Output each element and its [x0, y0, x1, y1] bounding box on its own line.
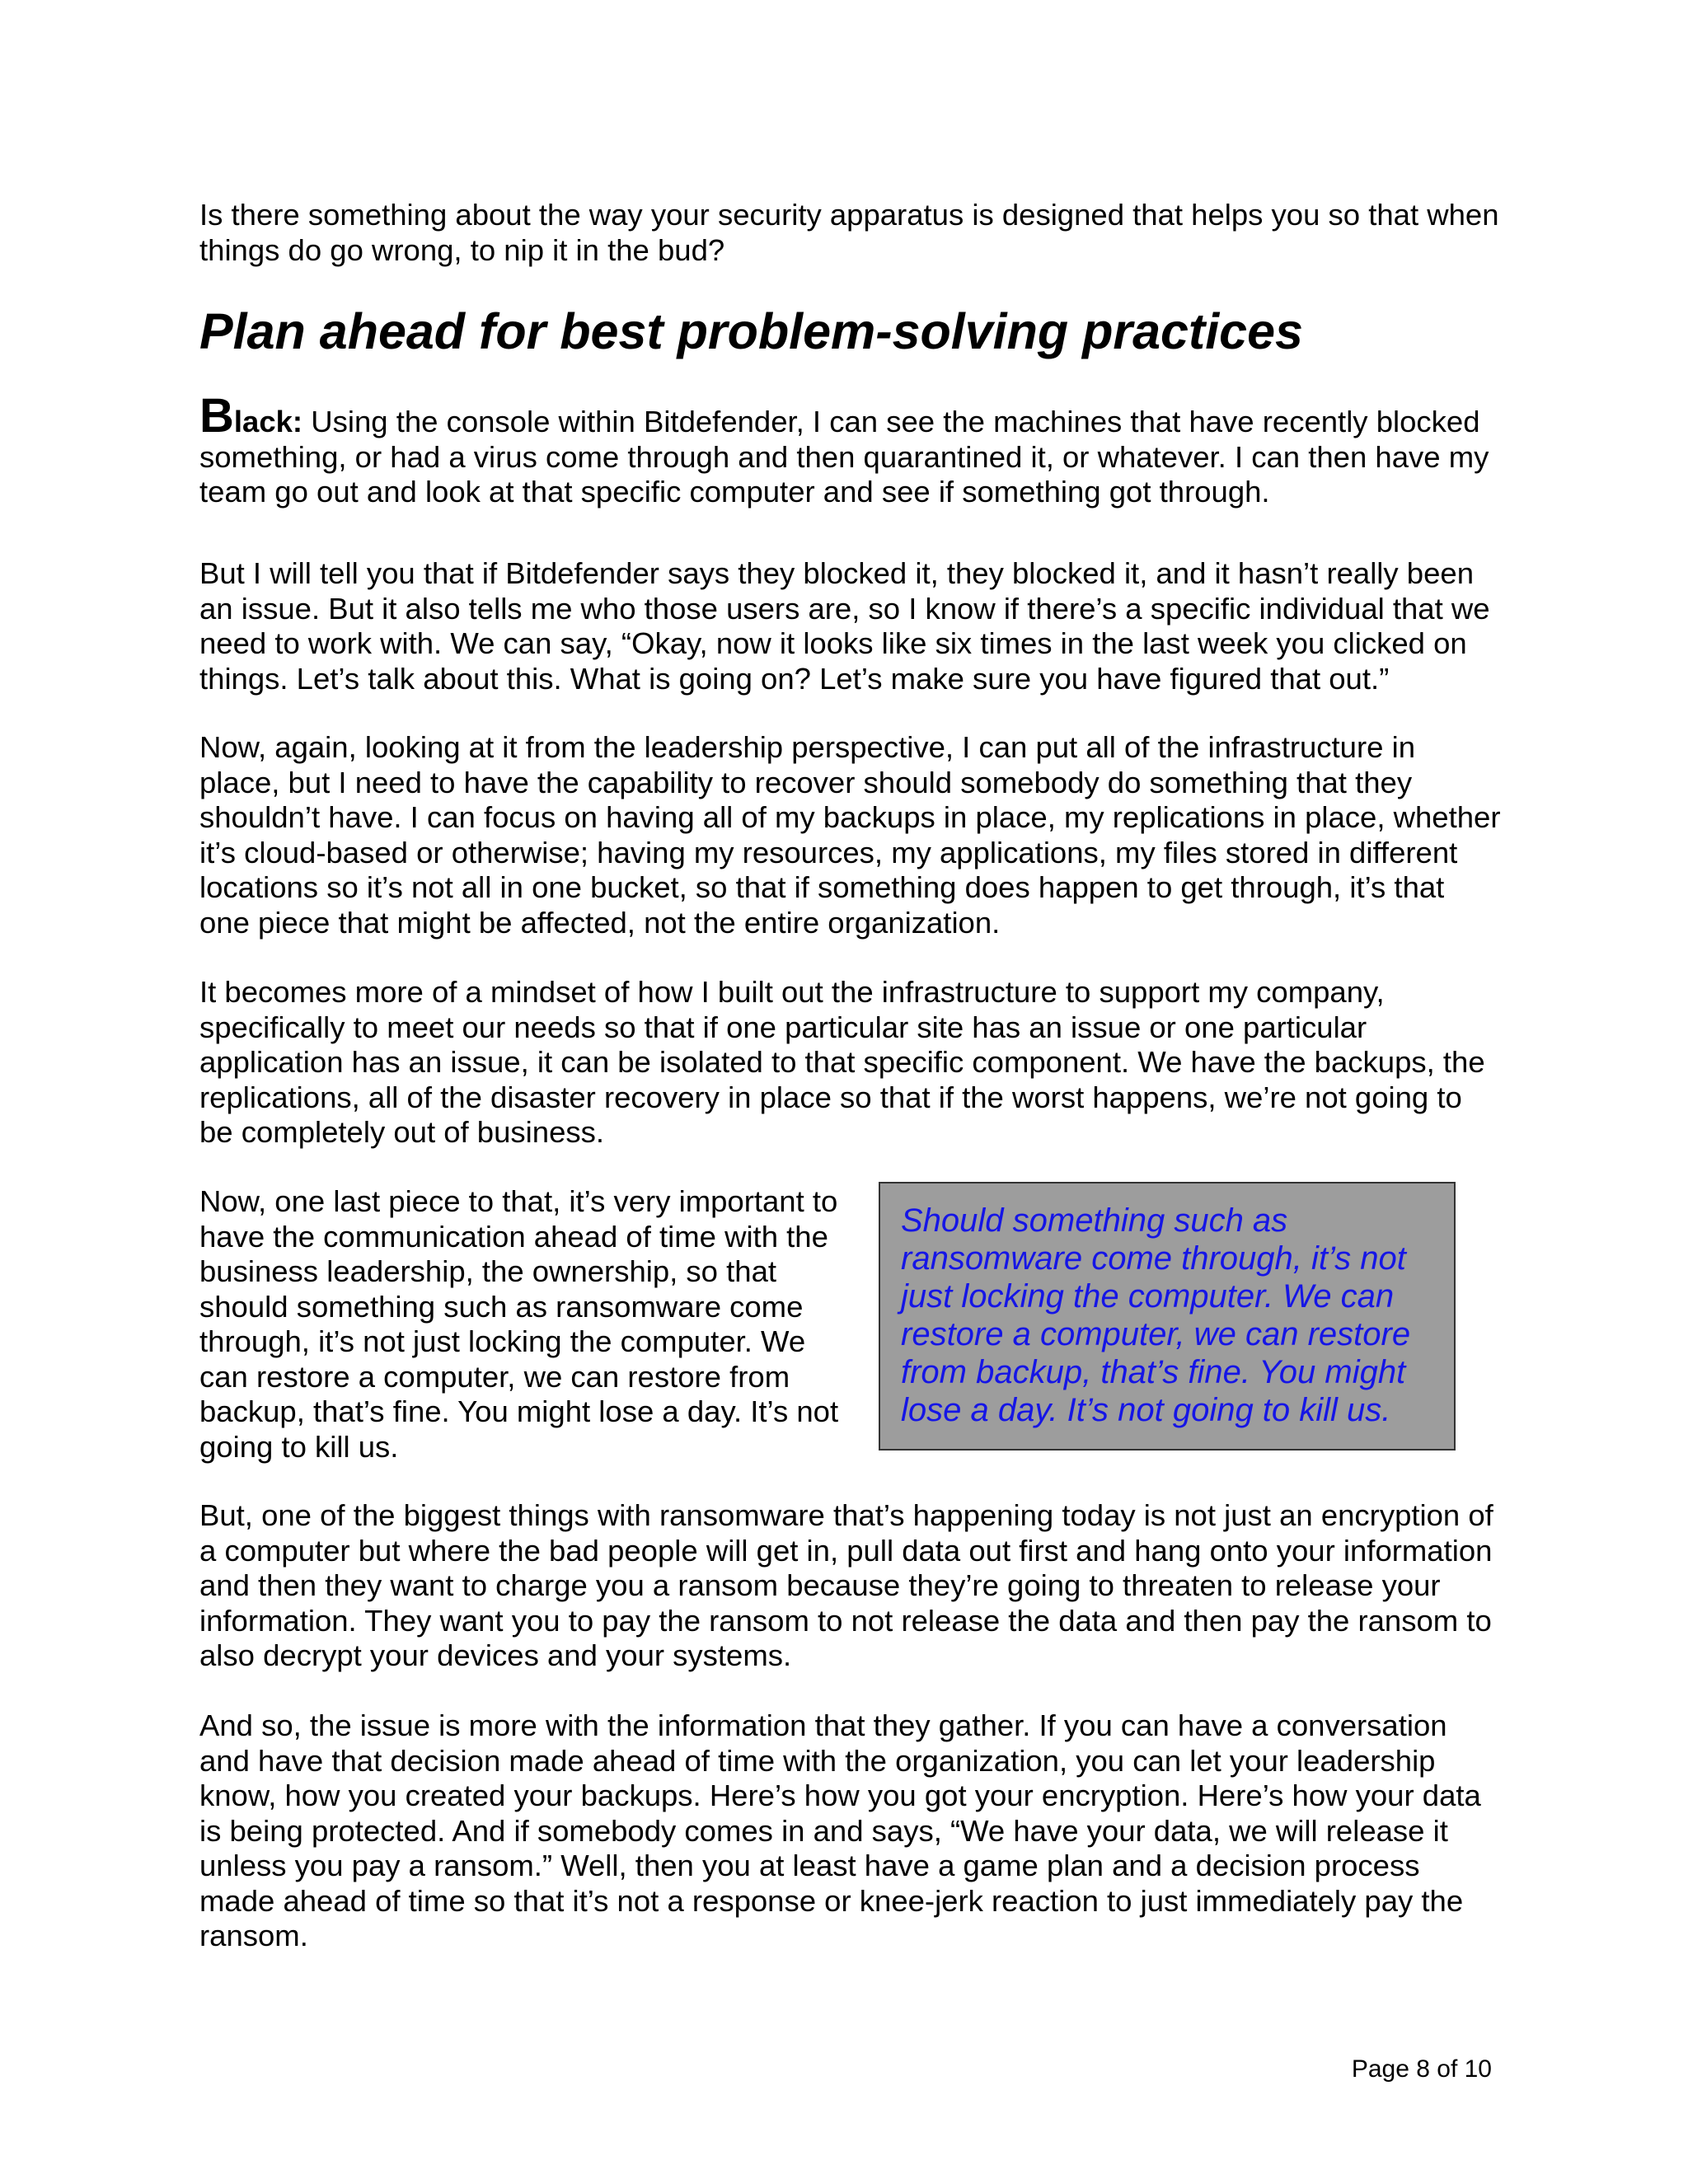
paragraph-1 — [199, 389, 1502, 510]
paragraph-3: Now, again, looking at it from the leadership perspective, I can put all of the infrastructure in place, but I need to have the capability to recover should somebody do something that they shouldn’t have. I can focus on having all of my backups in place, my replications in place, whether it’s cloud-based or otherwise; having my resources, my applications, my files stored in different locations so it’s not all in one bucket, so that if something does happen to get through, it’s that one piece that might be affected, not the entire organization. — [199, 730, 1501, 940]
paragraph-5: Now, one last piece to that, it’s very important to have the communication ahead of time with the business leadership, the ownership, so that should something such as ransomware come through, it’s not just locking the computer. We can restore a computer, we can restore from backup, that’s fine. You might lose a day. It’s not going to kill us. — [199, 1184, 839, 1464]
speaker-dropcap: B — [199, 389, 234, 443]
paragraph-6: But, one of the biggest things with ransomware that’s happening today is not just an encryption of a computer but where the bad people will get in, pull data out first and hang onto your information and then they want to charge you a ransom because they’re going to threaten to release your information. They want you to pay the ransom to not release the data and then pay the ransom to also decrypt your devices and your systems. — [199, 1498, 1493, 1672]
section-heading: Plan ahead for best problem-solving practices — [199, 303, 1303, 359]
paragraph-1-text: Using the console within Bitdefender, I can see the machines that have recently blocked something, or had a virus come through and then quarantined it, or whatever. I can then have my team go out and look at that specific computer and see if something got through. — [199, 405, 1489, 509]
paragraph-4: It becomes more of a mindset of how I built out the infrastructure to support my company, specifically to meet our needs so that if one particular site has an issue or one particular application has an issue, it can be isolated to that specific component. We have the backups, the replications, all of the disaster recovery in place so that if the worst happens, we’re not going to be completely out of business. — [199, 975, 1485, 1149]
page-number: Page 8 of 10 — [1351, 2055, 1492, 2083]
pull-quote-box — [879, 1182, 1456, 1451]
intro-question: Is there something about the way your security apparatus is designed that helps you so that when things do go wrong, to nip it in the bud? — [199, 198, 1499, 267]
paragraph-7: And so, the issue is more with the information that they gather. If you can have a conversation and have that decision made ahead of time with the organization, you can let your leadership know, how you created your backups. Here’s how you got your encryption. Here’s how your data is being protected. And if somebody comes in and says, “We have your data, we will release it unless you pay a ransom.” Well, then you at least have a game plan and a decision process made ahead of time so that it’s not a response or knee-jerk reaction to just immediately pay the ransom. — [199, 1708, 1481, 1952]
paragraph-2: But I will tell you that if Bitdefender says they blocked it, they blocked it, and it hasn’t really been an issue. But it also tells me who those users are, so I know if there’s a specific individual that we need to work with. We can say, “Okay, now it looks like six times in the last week you clicked on things. Let’s talk about this. What is going on? Let’s make sure you have figured that out.” — [199, 556, 1490, 696]
speaker-label: lack: — [233, 405, 303, 438]
pull-quote-text: Should something such as ransomware come through, it’s not just locking the computer. We can restore a computer, we can restore from backup, that’s fine. You might lose a day. It’s not going to kill us. — [901, 1202, 1411, 1428]
